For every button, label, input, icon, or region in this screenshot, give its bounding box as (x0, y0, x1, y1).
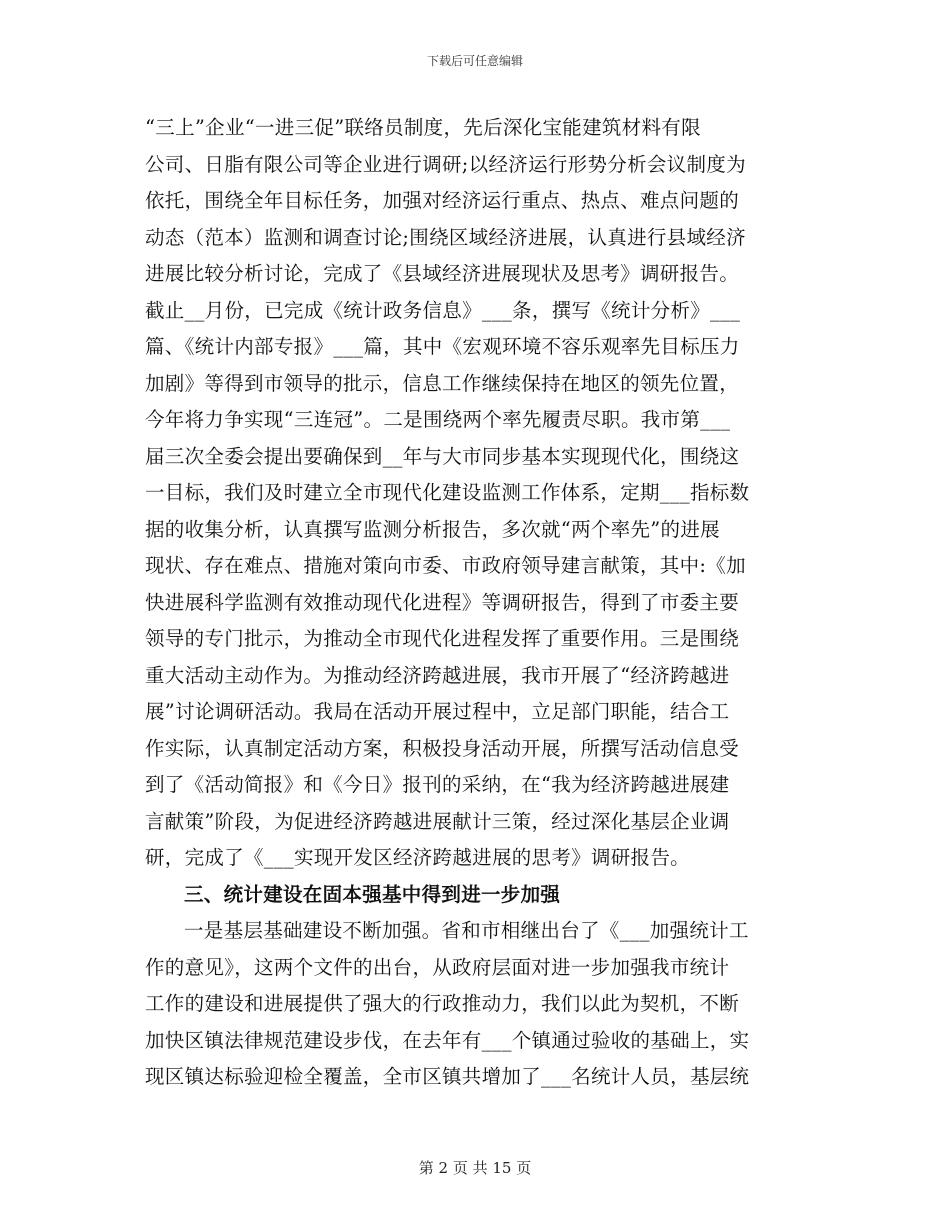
section-heading: 三、统计建设在固本强基中得到进一步加强 (184, 882, 561, 906)
text-line: 据的收集分析，认真撰写监测分析报告，多次就“两个率先”的进展 (145, 517, 720, 541)
text-line: 展”讨论调研活动。我局在活动开展过程中，立足部门职能，结合工 (145, 700, 730, 723)
document-body (145, 110, 805, 1096)
text-line: 快进展科学监测有效推动现代化进程》等调研报告，得到了市委主要 (145, 590, 740, 614)
text-line: 篇、《统计内部专报》___篇，其中《宏观环境不容乐观率先目标压力 (145, 335, 740, 358)
text-line: 进展比较分析讨论，完成了《县域经济进展现状及思考》调研报告。 (145, 262, 740, 285)
text-line: 加剧》等得到市领导的批示，信息工作继续保持在地区的领先位置， (145, 371, 740, 395)
page-header: 下载后可任意编辑 (426, 54, 523, 68)
text-line: 到了《活动简报》和《今日》报刊的采纳，在“我为经济跨越进展建 (145, 773, 730, 796)
text-line: 届三次全委会提出要确保到__年与大市同步基本实现现代化，围绕这 (145, 444, 740, 468)
text-line: 今年将力争实现“三连冠”。二是围绕两个率先履责尽职。我市第___ (145, 408, 731, 431)
text-line: 重大活动主动作为。为推动经济跨越进展，我市开展了“经济跨越进 (145, 663, 730, 687)
text-line: 一目标，我们及时建立全市现代化建设监测工作体系，定期___指标数 (145, 481, 750, 504)
text-line: 加快区镇法律规范建设步伐，在去年有___个镇通过验收的基础上，实 (145, 1028, 750, 1052)
text-line: 截止__月份，已完成《统计政务信息》___条，撰写《统计分析》___ (145, 298, 741, 322)
text-line: 工作的建设和进展提供了强大的行政推动力，我们以此为契机，不断 (145, 992, 740, 1015)
text-line: 公司、日脂有限公司等企业进行调研;以经济运行形势分析会议制度为 (145, 152, 746, 176)
text-line: 研，完成了《___实现开发区经济跨越进展的思考》调研报告。 (145, 846, 690, 869)
text-line: 领导的专门批示，为推动全市现代化进程发挥了重要作用。三是围绕 (145, 627, 740, 650)
text-line: 现状、存在难点、措施对策向市委、市政府领导建言献策，其中:《加 (145, 554, 746, 577)
text-line: 现区镇达标验迎检全覆盖，全市区镇共增加了___名统计人员，基层统 (145, 1065, 750, 1088)
text-line: “三上”企业“一进三促”联络员制度，先后深化宝能建筑材料有限 (145, 116, 701, 139)
text-line: 依托，围绕全年目标任务，加强对经济运行重点、热点、难点问题的 (145, 189, 740, 212)
text-line: 一是基层基础建设不断加强。省和市相继出台了《___加强统计工 (184, 919, 749, 942)
text-line: 作实际，认真制定活动方案，积极投身活动开展，所撰写活动信息受 (145, 736, 740, 760)
page-number: 第 2 页 共 15 页 (418, 1159, 532, 1177)
text-line: 作的意见》，这两个文件的出台，从政府层面对进一步加强我市统计 (145, 955, 730, 979)
text-line: 动态（范本）监测和调查讨论;围绕区域经济进展，认真进行县域经济 (145, 225, 746, 249)
text-line: 言献策”阶段，为促进经济跨越进展献计三策，经过深化基层企业调 (145, 809, 730, 833)
